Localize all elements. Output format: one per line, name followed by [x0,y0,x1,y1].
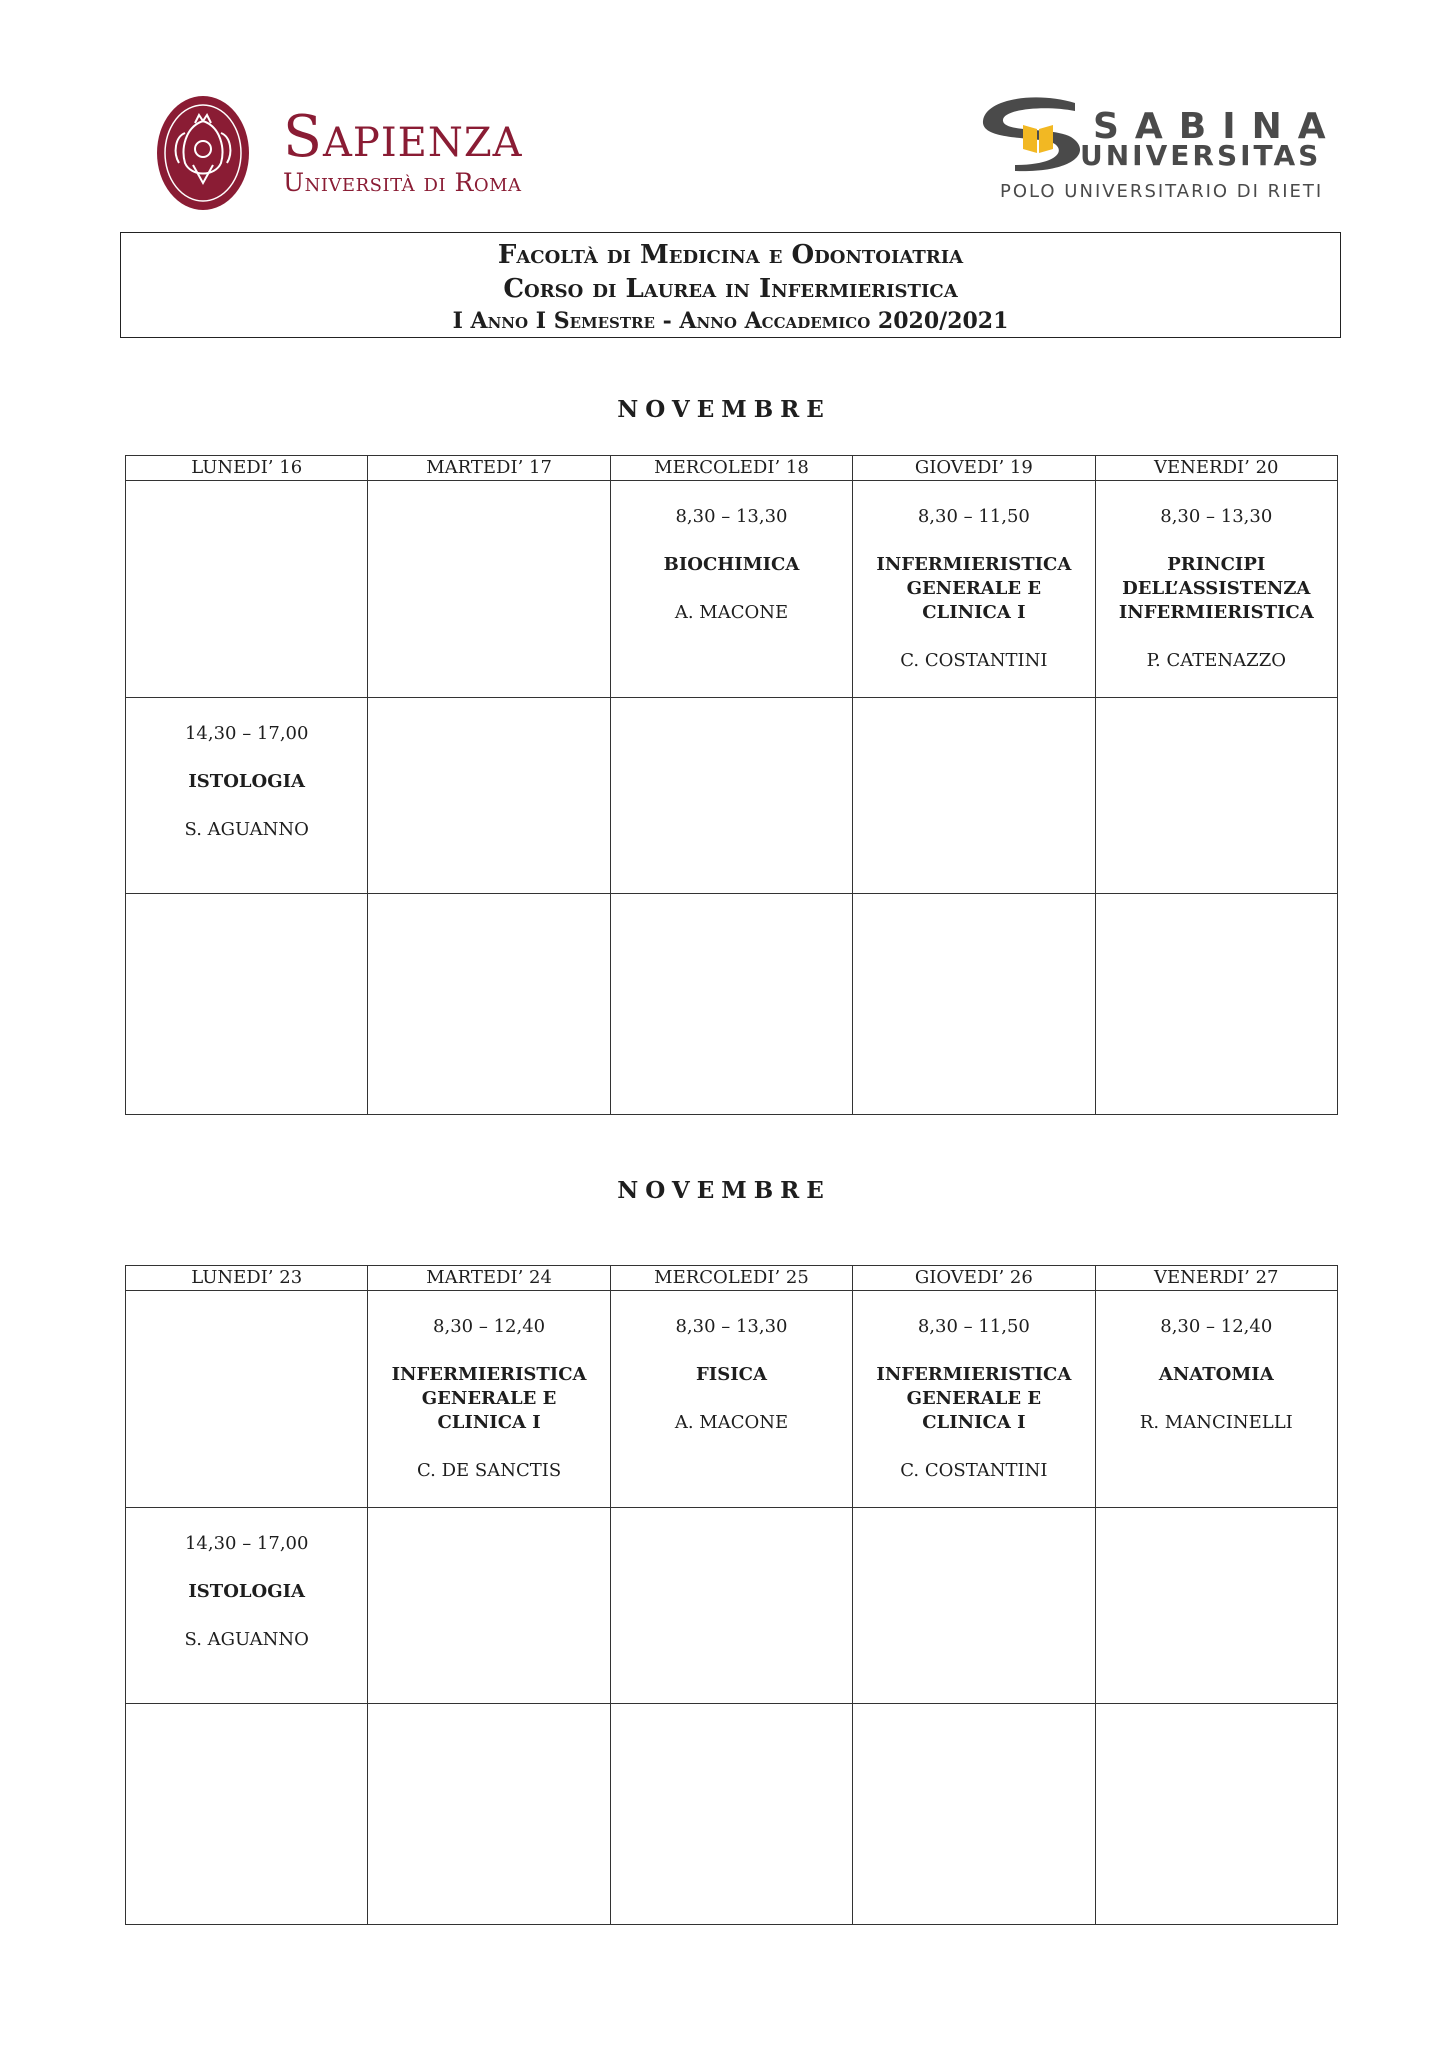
table-row [126,1508,1338,1704]
schedule-table-week-2 [125,1265,1338,1925]
lesson-subject: CLINICA I [437,1412,541,1433]
sapienza-seal-icon [155,93,251,213]
lesson-slot [126,1508,367,1652]
schedule-cell [853,698,1095,894]
table-row [126,1291,1338,1508]
lesson-slot [611,1291,852,1435]
schedule-cell [853,1291,1095,1508]
day-header: MERCOLEDI’ 25 [610,1266,852,1291]
schedule-cell [126,698,368,894]
lesson-time: 8,30 – 13,30 [675,1316,788,1337]
lesson-slot [853,481,1094,673]
lesson-time: 8,30 – 11,50 [917,506,1030,527]
lesson-teacher: C. COSTANTINI [900,1460,1048,1481]
lesson-teacher: P. CATENAZZO [1146,650,1286,671]
day-header: MARTEDI’ 17 [368,456,610,481]
lesson-slot [853,1291,1094,1483]
lesson-subject: INFERMIERISTICA [876,1364,1072,1385]
lesson-time: 8,30 – 13,30 [1160,506,1273,527]
lesson-slot [1096,1291,1337,1435]
course-header [120,232,1341,338]
schedule-table-week-1 [125,455,1338,1115]
schedule-cell [610,894,852,1115]
sapienza-name: Sapienza [283,104,523,170]
lesson-subject: DELL’ASSISTENZA [1122,578,1311,599]
lesson-time: 14,30 – 17,00 [184,723,309,744]
schedule-cell [368,481,610,698]
schedule-cell [368,698,610,894]
lesson-teacher: C. DE SANCTIS [417,1460,562,1481]
lesson-subject: ISTOLOGIA [188,1581,305,1602]
schedule-cell [368,894,610,1115]
lesson-teacher: A. MACONE [674,1412,789,1433]
sabina-line2: UNIVERSITAS [1080,139,1322,172]
lesson-slot [1096,481,1337,673]
lesson-time: 8,30 – 13,30 [675,506,788,527]
schedule-cell [126,1291,368,1508]
table-row [126,1704,1338,1925]
lesson-subject: GENERALE E [906,578,1042,599]
table-row [126,698,1338,894]
lesson-time: 8,30 – 11,50 [917,1316,1030,1337]
schedule-cell [1095,481,1337,698]
schedule-cell [1095,1291,1337,1508]
schedule-cell [1095,894,1337,1115]
day-header: GIOVEDI’ 26 [853,1266,1095,1291]
lesson-subject: CLINICA I [922,602,1026,623]
schedule-cell [1095,1704,1337,1925]
month-title: NOVEMBRE [617,1177,831,1204]
lesson-subject: GENERALE E [906,1388,1042,1409]
lesson-teacher: C. COSTANTINI [900,650,1048,671]
schedule-cell [126,1704,368,1925]
schedule-cell [126,481,368,698]
lesson-subject: CLINICA I [922,1412,1026,1433]
schedule-cell [1095,1508,1337,1704]
course-title: Corso di Laurea in Infermieristica [503,274,958,304]
sabina-book-icon [975,95,1095,175]
lesson-time: 8,30 – 12,40 [1160,1316,1273,1337]
lesson-time: 8,30 – 12,40 [433,1316,546,1337]
day-header: VENERDI’ 27 [1095,1266,1337,1291]
faculty-title: Facoltà di Medicina e Odontoiatria [497,240,964,270]
lesson-subject: GENERALE E [421,1388,557,1409]
lesson-subject: FISICA [696,1364,767,1385]
lesson-teacher: S. AGUANNO [184,1629,309,1650]
day-header: MARTEDI’ 24 [368,1266,610,1291]
day-header: GIOVEDI’ 19 [853,456,1095,481]
lesson-subject: INFERMIERISTICA [1118,602,1314,623]
lesson-subject: BIOCHIMICA [663,554,800,575]
schedule-cell [610,1291,852,1508]
schedule-cell [610,698,852,894]
sabina-line1: SABINA [1093,106,1342,147]
schedule-cell [368,1291,610,1508]
sabina-universitas-logo [975,95,1342,210]
day-header: VENERDI’ 20 [1095,456,1337,481]
lesson-subject: PRINCIPI [1167,554,1266,575]
table-header-row [126,1266,1338,1291]
table-row [126,481,1338,698]
sapienza-logo [155,93,555,215]
lesson-teacher: R. MANCINELLI [1139,1412,1293,1433]
schedule-cell [853,481,1095,698]
table-row [126,894,1338,1115]
table-header-row [126,456,1338,481]
lesson-teacher: S. AGUANNO [184,819,309,840]
lesson-subject: ANATOMIA [1158,1364,1274,1385]
schedule-cell [368,1508,610,1704]
schedule-cell [368,1704,610,1925]
day-header: MERCOLEDI’ 18 [610,456,852,481]
lesson-teacher: A. MACONE [674,602,789,623]
schedule-cell [610,481,852,698]
schedule-cell [126,1508,368,1704]
sapienza-subtitle: Università di Roma [283,168,522,197]
lesson-subject: INFERMIERISTICA [876,554,1072,575]
lesson-slot [126,698,367,842]
lesson-slot [611,481,852,625]
schedule-cell [853,1704,1095,1925]
lesson-slot [368,1291,609,1483]
schedule-cell [853,894,1095,1115]
day-header: LUNEDI’ 23 [126,1266,368,1291]
schedule-cell [610,1508,852,1704]
lesson-time: 14,30 – 17,00 [184,1533,309,1554]
day-header: LUNEDI’ 16 [126,456,368,481]
sabina-line3: POLO UNIVERSITARIO DI RIETI [1000,181,1324,202]
lesson-subject: ISTOLOGIA [188,771,305,792]
schedule-cell [1095,698,1337,894]
schedule-cell [126,894,368,1115]
lesson-subject: INFERMIERISTICA [391,1364,587,1385]
year-semester-title: I Anno I Semestre - Anno Accademico 2020/2021 [452,308,1009,334]
month-title: NOVEMBRE [617,396,831,423]
schedule-cell [853,1508,1095,1704]
schedule-cell [610,1704,852,1925]
